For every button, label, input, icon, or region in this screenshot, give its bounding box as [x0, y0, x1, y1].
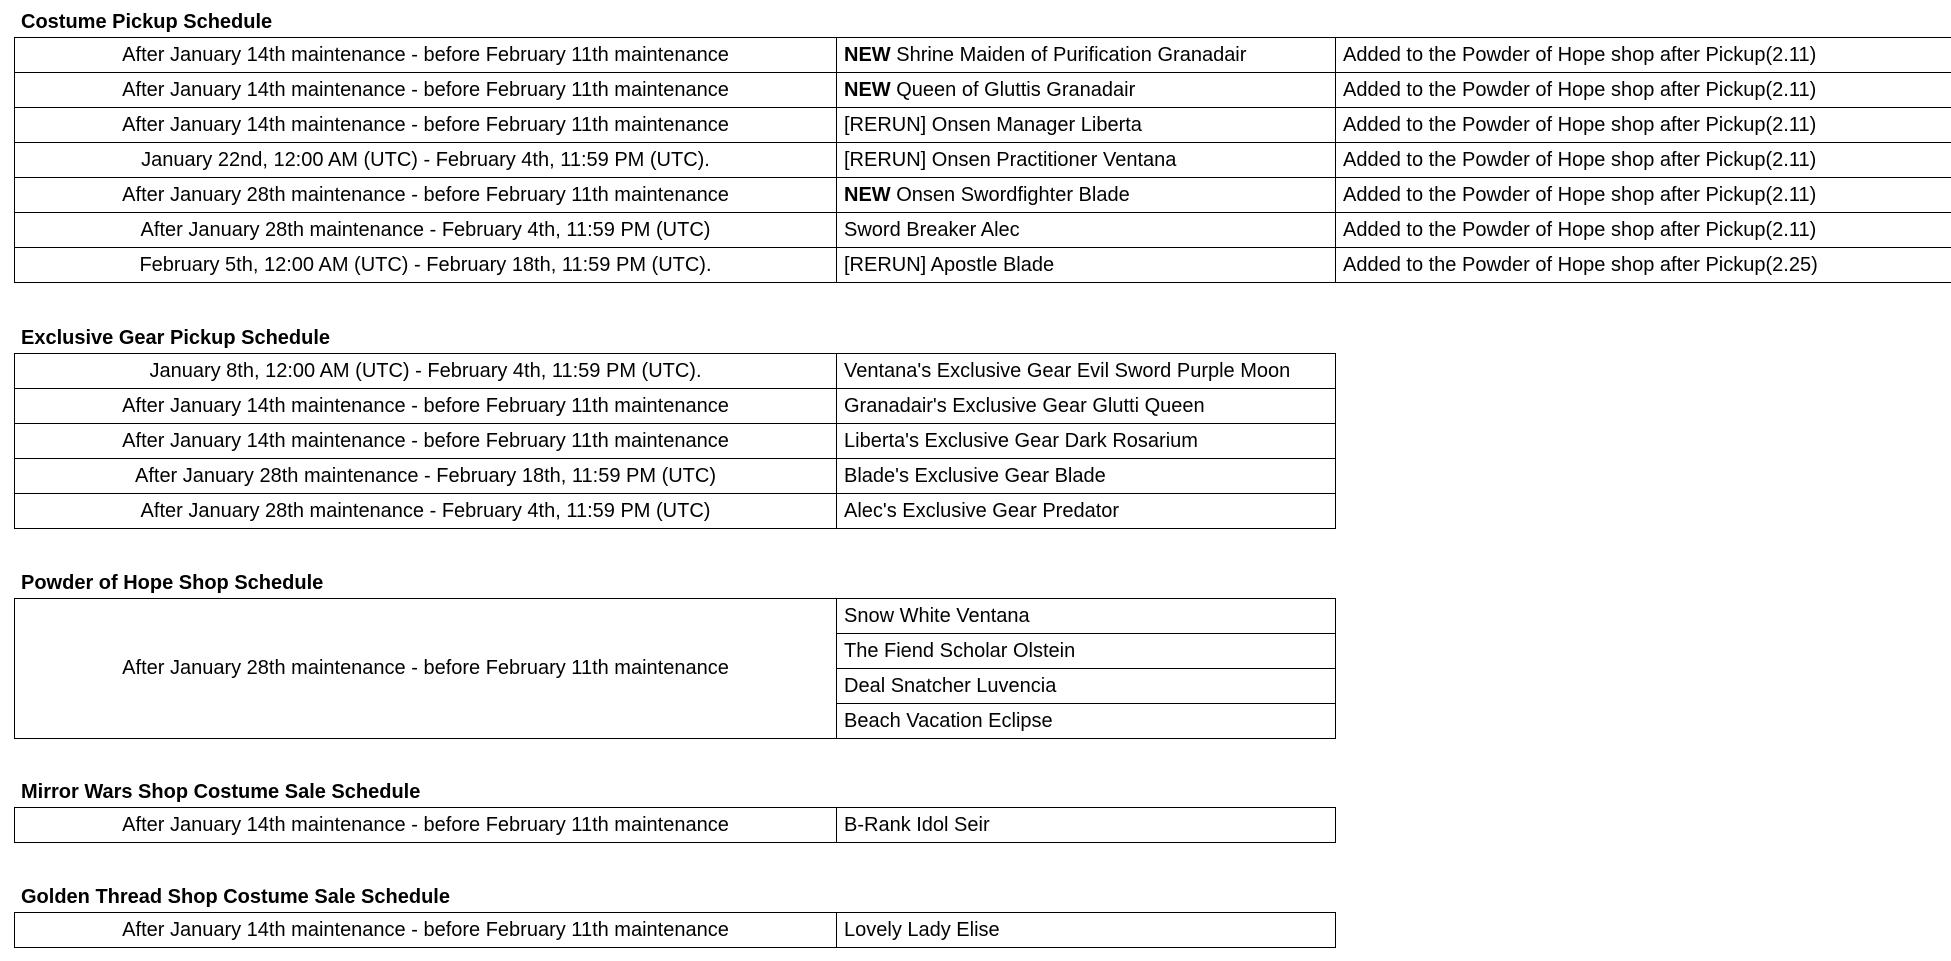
costume-note-cell: Added to the Powder of Hope shop after Pickup(2.11) — [1336, 178, 1951, 213]
gear-period-cell: January 8th, 12:00 AM (UTC) - February 4th, 11:59 PM (UTC). — [15, 354, 837, 389]
costume-pickup-title: Costume Pickup Schedule — [21, 11, 273, 33]
new-badge: NEW — [844, 78, 891, 101]
mirror-wars-item-cell: B-Rank Idol Seir — [837, 808, 1336, 843]
table-row — [15, 459, 1336, 494]
mirror-wars-table — [14, 807, 1336, 843]
costume-period-cell: After January 28th maintenance - before February 11th maintenance — [15, 178, 837, 213]
gear-period-cell: After January 14th maintenance - before February 11th maintenance — [15, 389, 837, 424]
costume-item-name: [RERUN] Apostle Blade — [844, 253, 1055, 276]
costume-item-name: [RERUN] Onsen Manager Liberta — [844, 113, 1142, 136]
powder-item-cell: Snow White Ventana — [837, 599, 1336, 634]
gear-period-cell: After January 28th maintenance - February 4th, 11:59 PM (UTC) — [15, 494, 837, 529]
golden-thread-item-cell: Lovely Lady Elise — [837, 913, 1336, 948]
mirror-wars-period-cell: After January 14th maintenance - before February 11th maintenance — [15, 808, 837, 843]
costume-note-cell: Added to the Powder of Hope shop after Pickup(2.11) — [1336, 108, 1951, 143]
costume-period-cell: After January 14th maintenance - before February 11th maintenance — [15, 73, 837, 108]
table-row — [15, 389, 1336, 424]
gear-item-cell: Alec's Exclusive Gear Predator — [837, 494, 1336, 529]
powder-item-cell: Deal Snatcher Luvencia — [837, 669, 1336, 704]
costume-period-cell: January 22nd, 12:00 AM (UTC) - February 4th, 11:59 PM (UTC). — [15, 143, 837, 178]
table-row — [15, 494, 1336, 529]
powder-item-cell: Beach Vacation Eclipse — [837, 704, 1336, 739]
table-row — [15, 178, 1951, 213]
costume-note-cell: Added to the Powder of Hope shop after Pickup(2.11) — [1336, 73, 1951, 108]
costume-pickup-table — [14, 37, 1951, 283]
new-badge: NEW — [844, 183, 891, 206]
costume-note-cell: Added to the Powder of Hope shop after Pickup(2.11) — [1336, 213, 1951, 248]
costume-item-name: Queen of Gluttis Granadair — [890, 78, 1136, 101]
golden-thread-period-cell: After January 14th maintenance - before February 11th maintenance — [15, 913, 837, 948]
mirror-wars-title: Mirror Wars Shop Costume Sale Schedule — [21, 781, 421, 803]
table-row — [15, 599, 1336, 634]
costume-item-cell — [837, 178, 1336, 213]
exclusive-gear-table — [14, 353, 1336, 529]
gear-period-cell: After January 14th maintenance - before February 11th maintenance — [15, 424, 837, 459]
table-row — [15, 248, 1951, 283]
costume-item-cell — [837, 143, 1336, 178]
table-row — [15, 354, 1336, 389]
costume-item-name: Shrine Maiden of Purification Granadair — [890, 43, 1247, 66]
costume-note-cell: Added to the Powder of Hope shop after Pickup(2.11) — [1336, 38, 1951, 73]
gear-period-cell: After January 28th maintenance - February 18th, 11:59 PM (UTC) — [15, 459, 837, 494]
powder-of-hope-table — [14, 598, 1336, 739]
costume-item-cell — [837, 73, 1336, 108]
table-row — [15, 213, 1951, 248]
table-row — [15, 38, 1951, 73]
costume-period-cell: After January 14th maintenance - before February 11th maintenance — [15, 108, 837, 143]
powder-of-hope-title: Powder of Hope Shop Schedule — [21, 572, 324, 594]
table-row — [15, 913, 1336, 948]
golden-thread-title: Golden Thread Shop Costume Sale Schedule — [21, 886, 450, 908]
gear-item-cell: Blade's Exclusive Gear Blade — [837, 459, 1336, 494]
costume-period-cell: After January 28th maintenance - February 4th, 11:59 PM (UTC) — [15, 213, 837, 248]
costume-period-cell: February 5th, 12:00 AM (UTC) - February 18th, 11:59 PM (UTC). — [15, 248, 837, 283]
table-row — [15, 73, 1951, 108]
costume-item-cell — [837, 213, 1336, 248]
costume-item-name: [RERUN] Onsen Practitioner Ventana — [844, 148, 1177, 171]
costume-note-cell: Added to the Powder of Hope shop after Pickup(2.25) — [1336, 248, 1951, 283]
powder-period-cell: After January 28th maintenance - before February 11th maintenance — [15, 599, 837, 739]
golden-thread-table — [14, 912, 1336, 948]
new-badge: NEW — [844, 43, 891, 66]
powder-item-cell: The Fiend Scholar Olstein — [837, 634, 1336, 669]
gear-item-cell: Liberta's Exclusive Gear Dark Rosarium — [837, 424, 1336, 459]
costume-period-cell: After January 14th maintenance - before February 11th maintenance — [15, 38, 837, 73]
costume-item-cell — [837, 38, 1336, 73]
costume-item-cell — [837, 248, 1336, 283]
table-row — [15, 108, 1951, 143]
table-row — [15, 424, 1336, 459]
table-row — [15, 143, 1951, 178]
gear-item-cell: Granadair's Exclusive Gear Glutti Queen — [837, 389, 1336, 424]
exclusive-gear-title: Exclusive Gear Pickup Schedule — [21, 327, 331, 349]
table-row — [15, 808, 1336, 843]
costume-note-cell: Added to the Powder of Hope shop after Pickup(2.11) — [1336, 143, 1951, 178]
gear-item-cell: Ventana's Exclusive Gear Evil Sword Purple Moon — [837, 354, 1336, 389]
costume-item-name: Onsen Swordfighter Blade — [890, 183, 1130, 206]
costume-item-cell — [837, 108, 1336, 143]
costume-item-name: Sword Breaker Alec — [844, 218, 1020, 241]
